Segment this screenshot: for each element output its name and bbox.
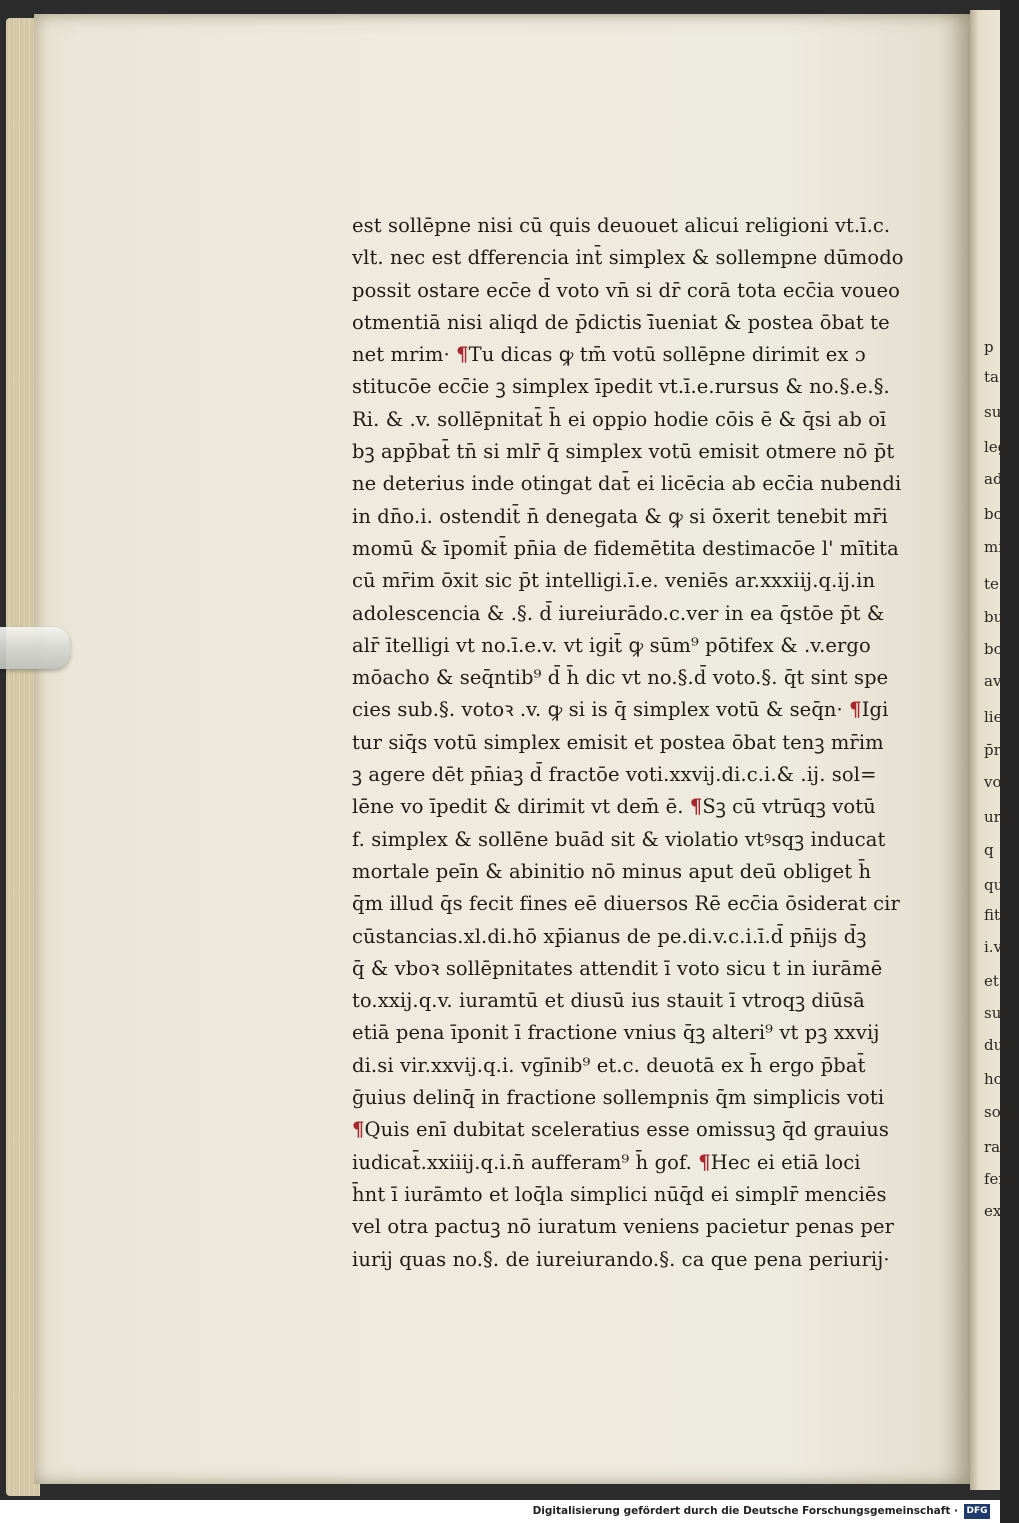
facing-page-fragment: fitu <box>984 906 1010 924</box>
rubric-mark: ¶ <box>456 343 469 367</box>
text-line: to.xxij.q.v. iuramtū et diusū ius stauit ī vtroqꝫ diūsā <box>352 989 865 1013</box>
text-line: net mrim· ¶Tu dicas ꝙ tm̄ votū sollēpne dirimit ex ɔ <box>352 343 866 367</box>
facing-page-fragment: rac <box>984 1138 1009 1156</box>
text-line: f. simplex & sollēne buād sit & violatio vtꝰsqꝫ inducat <box>352 827 886 851</box>
facing-page-fragment: ho <box>984 1070 1003 1088</box>
text-line: etiā pena īponit ī fractione vnius q̄ꝫ alteri⁹ vt pꝫ xxvij <box>352 1021 880 1045</box>
facing-page-fragment: bu <box>984 608 1004 626</box>
facing-page-fragment: et <box>984 972 999 990</box>
rubric-mark: ¶ <box>689 795 703 819</box>
facing-page-fragment: vou <box>984 773 1012 791</box>
digitization-footer <box>0 1500 1000 1523</box>
text-line: Ri. & .v. sollēpnitat̄ h̄ ei oppio hodie cōis ē & q̄si ab oī <box>352 407 887 431</box>
facing-page-fragment: leg <box>984 438 1008 456</box>
text-line: iurij quas no.§. de iureiurando.§. ca que pena periurij· <box>352 1247 890 1271</box>
facing-page-fragment: sollo <box>984 1103 1019 1121</box>
facing-page-fragment: duo <box>984 1036 1013 1054</box>
facing-page-fragment: ta <box>984 368 999 386</box>
text-line: vel otra pactuꝫ nō iuratum veniens pacietur penas per <box>352 1215 895 1239</box>
facing-page-fragment: ex <box>984 1202 1002 1220</box>
facing-page-fragment: ad <box>984 470 1003 488</box>
text-line: cū mr̄im ōxit sic p̄t intelligi.ī.e. veniēs ar.xxxiij.q.ij.in <box>352 569 876 593</box>
text-line: mortale peīn & abinitio nō minus aput deū obliget h̄ <box>352 859 872 883</box>
facing-page-fragment: qu <box>984 876 1004 894</box>
dfg-logo: DFG <box>964 1504 990 1519</box>
text-line: est sollēpne nisi cū quis deuouet alicui religioni vt.ī.c. <box>352 214 891 237</box>
text-line: mōacho & seq̄ntib⁹ d̄ h̄ dic vt no.§.d̄ voto.§. q̄t sint spe <box>352 666 889 690</box>
text-line: q̄m illud q̄s fecit fines eē diuersos Rē ecc̄ia ōsiderat cir <box>352 892 900 916</box>
text-line: possit ostare ecc̄e d̄ voto vn̄ si dr̄ corā tota ecc̄ia voueo <box>352 278 901 302</box>
text-line: cies sub.§. votoꝛ .v. ꝙ si is q̄ simplex votū & seq̄n· ¶Igi <box>352 698 889 722</box>
text-line: stitucōe ecc̄ie ꝫ simplex īpedit vt.ī.e.rursus & no.§.e.§. <box>352 375 890 399</box>
text-line: tur siq̄s votū simplex emisit et postea ōbat tenꝫ mr̄im <box>352 730 884 754</box>
facing-page-fragment: i.vi <box>984 938 1007 956</box>
facing-page-fragment: p̄r <box>984 741 1001 759</box>
facing-page-edge <box>970 10 1019 1490</box>
rubric-mark: ¶ <box>352 1118 365 1142</box>
text-line: h̄nt ī iurāmto et loq̄la simplici nūq̄d ei simplr̄ menciēs <box>352 1182 887 1206</box>
facing-page-fragment: av <box>984 672 1002 690</box>
facing-page-fragment: lie <box>984 708 1003 726</box>
text-line: adolescencia & .§. d̄ iureiurādo.c.ver in ea q̄stōe p̄t & <box>352 601 885 625</box>
text-line: ne deterius inde otingat dat̄ ei licēcia ab ecc̄ia nubendi <box>352 472 902 496</box>
text-line: vlt. nec est dfferencia int̄ simplex & sollempne dūmodo <box>352 246 904 270</box>
text-line: momū & īpomit̄ pn̄ia de fidemētita destimacōe l' mītita <box>352 536 899 560</box>
text-line: alr̄ ītelligi vt no.ī.e.v. vt igit̄ ꝙ sūm⁹ pōtifex & .v.ergo <box>352 633 871 657</box>
rubric-mark: ¶ <box>698 1150 711 1174</box>
rubric-mark: ¶ <box>849 698 862 722</box>
facing-page-fragment: mi <box>984 538 1004 556</box>
text-line: ꝫ agere dēt pn̄iaꝫ d̄ fractōe voti.xxvij.di.c.i.& .ij. sol= <box>352 763 877 787</box>
facing-page-fragment: urti <box>984 808 1012 826</box>
facing-page-fragment: p <box>984 338 994 356</box>
text-line: q̄ & vboꝛ sollēpnitates attendit ī voto sicu t in iurāmē <box>352 956 883 980</box>
facing-page-fragment: q <box>984 841 994 859</box>
facing-page-fragment: te <box>984 575 999 593</box>
text-line: ¶Quis enī dubitat sceleratius esse omissuꝫ q̄d grauius <box>352 1118 889 1142</box>
text-line: in dn̄o.i. ostendit̄ n̄ denegata & ꝙ si ōxerit tenebit mr̄i <box>352 504 888 528</box>
text-line: di.si vir.xxvij.q.i. vgīnib⁹ et.c. deuotā ex h̄ ergo p̄bat̄ <box>352 1053 866 1077</box>
text-line: otmentiā nisi aliqd de p̄dictis ī̄ueniat & postea ōbat te <box>352 310 890 334</box>
text-line: bꝫ app̄bat̄ tn̄ si mlr̄ q̄ simplex votū emisit otmere nō p̄t <box>352 440 895 464</box>
text-line: lēne vo īpedit & dirimit vt dem̄ ē. ¶Sꝫ cū vtrūqꝫ votū <box>352 795 876 819</box>
text-line: iudicat̄.xxiiij.q.i.n̄ aufferam⁹ h̄ gof. ¶Hec ei etiā loci <box>352 1150 861 1174</box>
book-clamp <box>0 627 70 669</box>
text-line: cūstancias.xl.di.hō xp̄ianus de pe.di.v.c.i.ī.d̄ pn̄ijs d̄ꝫ <box>352 924 867 948</box>
incunable-text-block <box>352 210 942 1276</box>
facing-page-fragment: bo <box>984 640 1003 658</box>
facing-page-fragment: ferd <box>984 1170 1016 1188</box>
funding-credit: Digitalisierung gefördert durch die Deutsche Forschungsgemeinschaft · <box>532 1505 958 1517</box>
text-line: ḡuius delinq̄ in fractione sollempnis q̄m simplicis voti <box>352 1086 885 1110</box>
facing-page-fragment: sua <box>984 1004 1011 1022</box>
facing-page-fragment: bo <box>984 505 1003 523</box>
facing-page-fragment: su <box>984 403 1002 421</box>
